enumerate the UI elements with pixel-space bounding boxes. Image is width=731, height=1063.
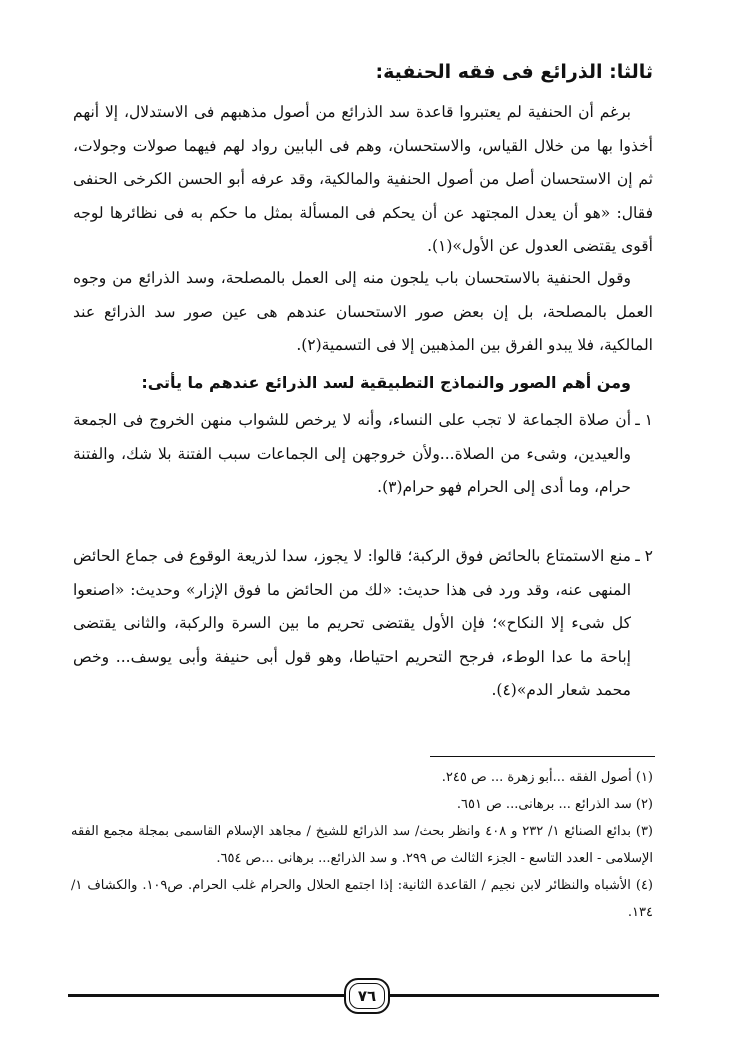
- section-heading: ثالثا: الذرائع فى فقه الحنفية:: [375, 61, 653, 83]
- footnotes: [71, 764, 653, 926]
- footnote-2: (٢) سد الذرائع ... برهانى... ص ٦٥١.: [456, 797, 653, 812]
- page-number: ٧٦: [344, 978, 390, 1014]
- footnote-4: (٤) الأشباه والنظائر لابن نجيم / القاعدة الثانية: إذا اجتمع الحلال والحرام غلب الحرام. ص١٠٩. والكشاف ١/ ١٣٤.: [71, 878, 653, 920]
- footnote-3: (٣) بدائع الصنائع ١/ ٢٣٢ و ٤٠٨ وانظر بحث/ سد الذرائع للشيخ / مجاهد الإسلام القاسمى بمجلة مجمع الفقه الإسلامى - العدد التاسع - الجزء الثالث ص ٢٩٩. و سد الذرائع... برهانى ...ص ٦٥٤.: [71, 824, 653, 866]
- list-item-text: أن صلاة الجماعة لا تجب على النساء، وأنه لا يرخص للشواب منهن الخروج فى الجمعة والعيدين، وشىء من الصلاة...ولأن خروجهن إلى الجماعات سبب الفتنة بلا شك، والفتنة حرام، وما أدى إلى الحرام فهو حرام(٣).: [73, 411, 631, 496]
- list-item-number: ١ ـ: [635, 411, 653, 429]
- examples-subheading: ومن أهم الصور والنماذج التطبيقية لسد الذرائع عندهم ما يأتى:: [141, 373, 631, 392]
- footnote-separator: [430, 756, 655, 757]
- list-item: [73, 540, 653, 708]
- list-item-number: ٢ ـ: [635, 547, 653, 565]
- list-item-text: منع الاستمتاع بالحائض فوق الركبة؛ قالوا: لا يجوز، سدا لذريعة الوقوع فى جماع الحائض المنهى عنه، وقد ورد فى هذا حديث: «لك من الحائض ما فوق الإزار» وحديث: «اصنعوا كل شىء إلا النكاح»؛ فإن الأول يقتضى تحريم ما بين السرة والركبة، والثانى يقتضى إباحة ما عدا الوطء، فرجح التحريم احتياطا، وهو قول أبى حنيفة وأبى يوسف... وخص محمد شعار الدم»(٤).: [73, 547, 631, 699]
- paragraph-1: برغم أن الحنفية لم يعتبروا قاعدة سد الذرائع من أصول مذهبهم فى الاستدلال، إلا أنهم أخذوا بها من خلال القياس، والاستحسان، وهم فى البابين رواد لهم فيهما صولات وجولات، ثم إن الاستحسان أصل من أصول الحنفية والمالكية، وقد عرفه أبو الحسن الكرخى الحنفى فقال: «هو أن يعدل المجتهد عن أن يحكم فى المسألة بمثل ما حكم به فى نظائرها لوجه أقوى يقتضى العدول عن الأول»(١).: [73, 103, 653, 255]
- paragraph-2: وقول الحنفية بالاستحسان باب يلجون منه إلى العمل بالمصلحة، وسد الذرائع من وجوه العمل بالمصلحة، بل إن بعض صور الاستحسان عندهم هى عين صور سد الذرائع عند المالكية، فلا يبدو الفرق بين المذهبين إلا فى التسمية(٢).: [73, 269, 653, 354]
- footnote-1: (١) أصول الفقه ...أبو زهرة ... ص ٢٤٥.: [441, 770, 653, 785]
- list-item: [73, 404, 653, 505]
